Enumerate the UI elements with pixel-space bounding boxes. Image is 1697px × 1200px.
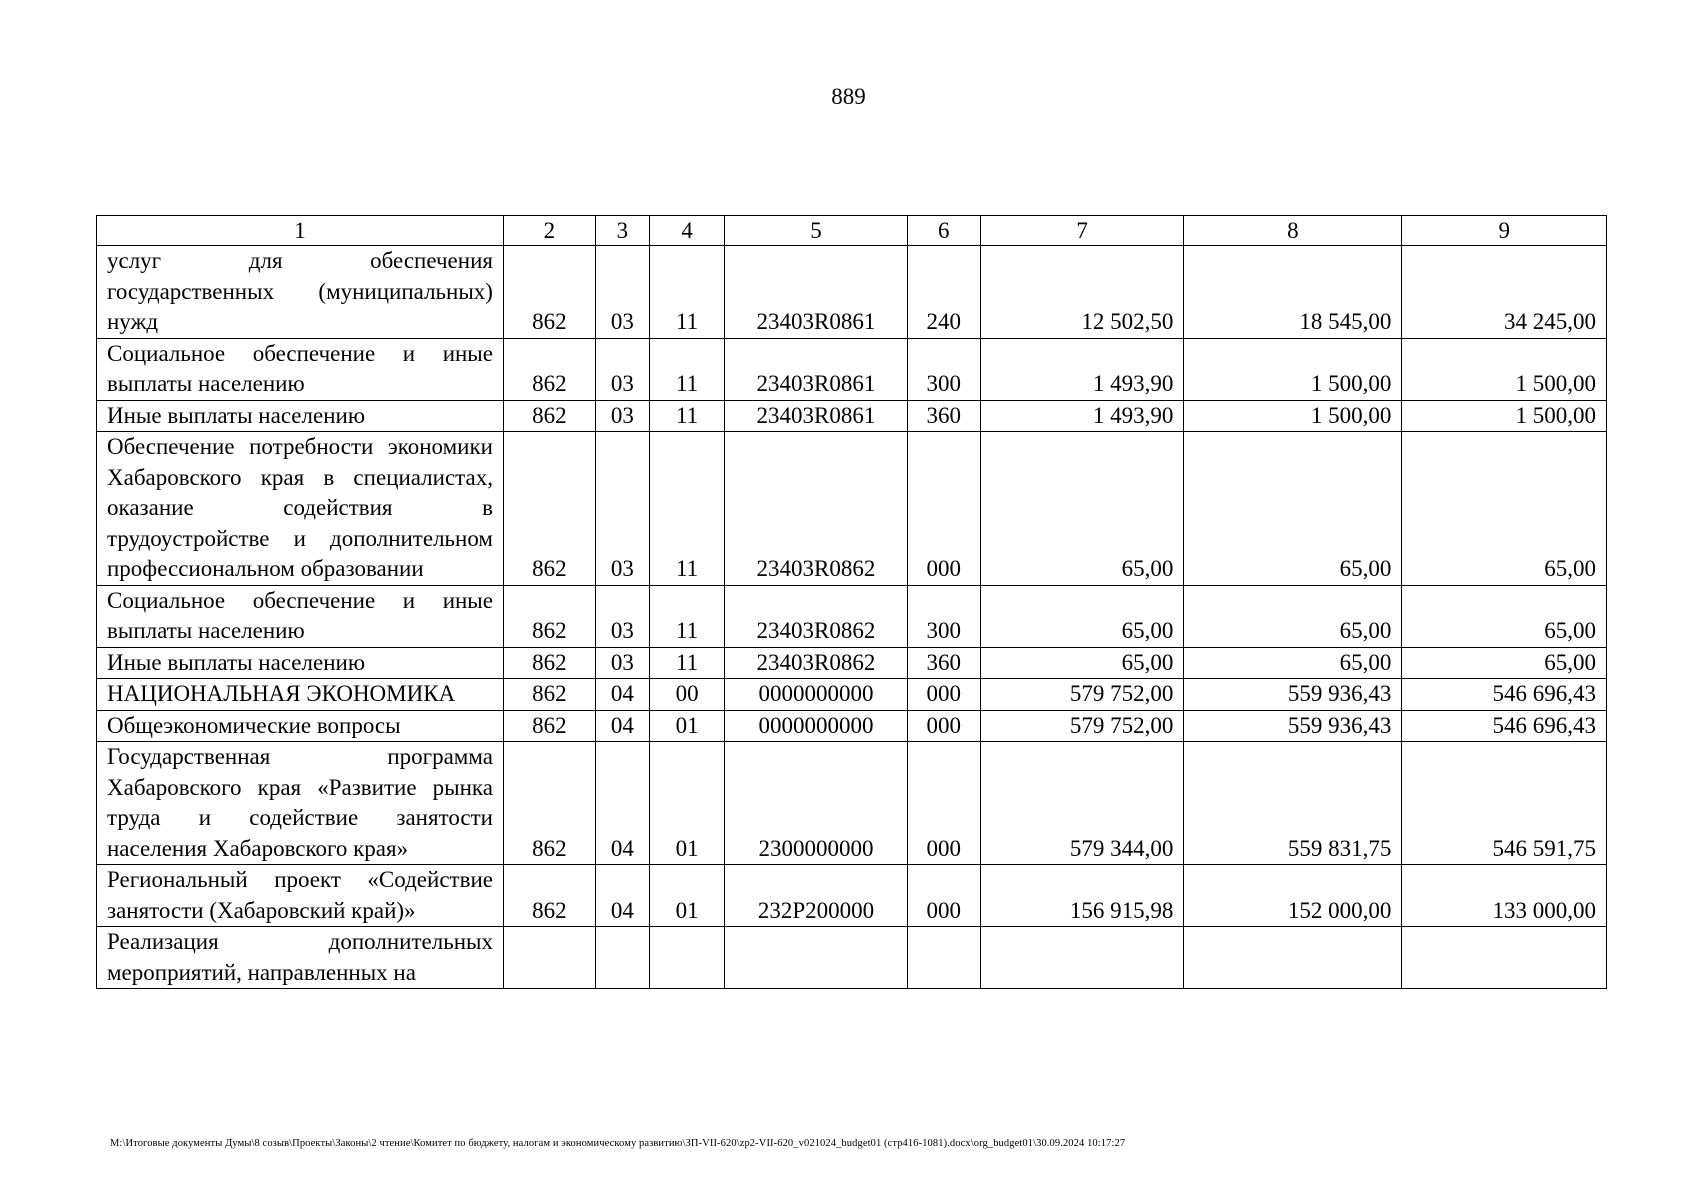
cell-amount-9: 34 245,00 — [1402, 246, 1607, 339]
cell-subsection: 11 — [650, 246, 725, 339]
cell-ministry: 862 — [503, 742, 595, 865]
table-row — [97, 647, 1607, 679]
cell-target-article: 23403R0862 — [725, 585, 908, 647]
cell-subsection: 01 — [650, 865, 725, 927]
cell-amount-7 — [980, 927, 1183, 989]
row-name: Реализация дополнительных мероприятий, направленных на — [97, 927, 504, 989]
cell-amount-7: 1 493,90 — [980, 338, 1183, 400]
column-header: 7 — [980, 216, 1183, 246]
column-header: 2 — [503, 216, 595, 246]
cell-amount-8: 65,00 — [1184, 585, 1402, 647]
cell-amount-7: 1 493,90 — [980, 400, 1183, 432]
row-name: Общеэкономические вопросы — [97, 710, 504, 742]
cell-amount-8: 65,00 — [1184, 647, 1402, 679]
cell-subsection: 11 — [650, 647, 725, 679]
cell-expense-type: 000 — [907, 865, 980, 927]
cell-subsection: 01 — [650, 742, 725, 865]
cell-expense-type: 360 — [907, 400, 980, 432]
cell-subsection — [650, 927, 725, 989]
cell-expense-type — [907, 927, 980, 989]
cell-amount-7: 579 752,00 — [980, 710, 1183, 742]
cell-section: 03 — [595, 400, 649, 432]
cell-section: 04 — [595, 742, 649, 865]
cell-ministry: 862 — [503, 585, 595, 647]
cell-expense-type: 000 — [907, 432, 980, 586]
cell-amount-9: 1 500,00 — [1402, 400, 1607, 432]
table-header-row — [97, 216, 1607, 246]
cell-target-article: 0000000000 — [725, 679, 908, 711]
column-header: 6 — [907, 216, 980, 246]
column-header: 5 — [725, 216, 908, 246]
table-row — [97, 742, 1607, 865]
cell-section: 03 — [595, 432, 649, 586]
cell-expense-type: 000 — [907, 742, 980, 865]
column-header: 3 — [595, 216, 649, 246]
cell-amount-9 — [1402, 927, 1607, 989]
cell-amount-8: 559 936,43 — [1184, 710, 1402, 742]
cell-amount-9: 65,00 — [1402, 432, 1607, 586]
cell-amount-9: 65,00 — [1402, 585, 1607, 647]
cell-ministry: 862 — [503, 338, 595, 400]
table-row — [97, 585, 1607, 647]
cell-target-article: 23403R0861 — [725, 400, 908, 432]
cell-amount-7: 65,00 — [980, 432, 1183, 586]
cell-expense-type: 000 — [907, 679, 980, 711]
table-row — [97, 710, 1607, 742]
cell-expense-type: 360 — [907, 647, 980, 679]
row-name: услуг для обеспечения государственных (муниципальных) нужд — [97, 246, 504, 339]
document-file-path: M:\Итоговые документы Думы\8 созыв\Проекты\Законы\2 чтение\Комитет по бюджету, налогам и экономическому развитию\ЗП-VII-620\zp2-VII-620_v021024_budget01 (стр416-1081).docx\org_budget01\30.09.2024 10:17:27 — [110, 1138, 1126, 1149]
table-row — [97, 679, 1607, 711]
cell-ministry: 862 — [503, 679, 595, 711]
cell-amount-9: 546 696,43 — [1402, 679, 1607, 711]
cell-amount-9: 133 000,00 — [1402, 865, 1607, 927]
cell-target-article: 23403R0861 — [725, 246, 908, 339]
budget-table — [96, 215, 1607, 989]
cell-target-article: 2300000000 — [725, 742, 908, 865]
column-header: 8 — [1184, 216, 1402, 246]
row-name: Иные выплаты населению — [97, 400, 504, 432]
cell-ministry: 862 — [503, 710, 595, 742]
cell-section: 04 — [595, 710, 649, 742]
cell-ministry: 862 — [503, 647, 595, 679]
cell-amount-7: 156 915,98 — [980, 865, 1183, 927]
cell-amount-8: 559 936,43 — [1184, 679, 1402, 711]
table-row — [97, 865, 1607, 927]
cell-section: 04 — [595, 865, 649, 927]
row-name: Иные выплаты населению — [97, 647, 504, 679]
cell-section: 03 — [595, 246, 649, 339]
table-row — [97, 400, 1607, 432]
cell-subsection: 11 — [650, 585, 725, 647]
table-row — [97, 338, 1607, 400]
cell-amount-9: 546 591,75 — [1402, 742, 1607, 865]
row-name: Обеспечение потребности экономики Хабаровского края в специалистах, оказание содействия в трудоустройстве и дополнительном профессиональном образовании — [97, 432, 504, 586]
cell-amount-8: 152 000,00 — [1184, 865, 1402, 927]
cell-target-article: 0000000000 — [725, 710, 908, 742]
row-name: Государственная программа Хабаровского края «Развитие рынка труда и содействие занятости населения Хабаровского края» — [97, 742, 504, 865]
cell-subsection: 11 — [650, 400, 725, 432]
cell-amount-7: 12 502,50 — [980, 246, 1183, 339]
cell-section: 03 — [595, 338, 649, 400]
cell-amount-8: 65,00 — [1184, 432, 1402, 586]
cell-target-article: 23403R0862 — [725, 432, 908, 586]
cell-amount-8: 1 500,00 — [1184, 400, 1402, 432]
table-row — [97, 927, 1607, 989]
cell-subsection: 11 — [650, 432, 725, 586]
row-name: Социальное обеспечение и иные выплаты населению — [97, 338, 504, 400]
cell-section: 03 — [595, 585, 649, 647]
row-name: Региональный проект «Содействие занятости (Хабаровский край)» — [97, 865, 504, 927]
cell-ministry: 862 — [503, 432, 595, 586]
cell-amount-8: 559 831,75 — [1184, 742, 1402, 865]
cell-ministry — [503, 927, 595, 989]
cell-amount-7: 65,00 — [980, 647, 1183, 679]
cell-amount-8: 1 500,00 — [1184, 338, 1402, 400]
column-header: 1 — [97, 216, 504, 246]
cell-expense-type: 300 — [907, 585, 980, 647]
cell-expense-type: 300 — [907, 338, 980, 400]
cell-target-article: 23403R0861 — [725, 338, 908, 400]
cell-subsection: 01 — [650, 710, 725, 742]
cell-subsection: 00 — [650, 679, 725, 711]
cell-ministry: 862 — [503, 400, 595, 432]
cell-ministry: 862 — [503, 246, 595, 339]
cell-amount-9: 546 696,43 — [1402, 710, 1607, 742]
row-name: НАЦИОНАЛЬНАЯ ЭКОНОМИКА — [97, 679, 504, 711]
cell-target-article — [725, 927, 908, 989]
cell-target-article: 232Р200000 — [725, 865, 908, 927]
cell-expense-type: 000 — [907, 710, 980, 742]
cell-amount-9: 65,00 — [1402, 647, 1607, 679]
page-number: 889 — [831, 84, 866, 109]
cell-amount-7: 579 752,00 — [980, 679, 1183, 711]
cell-subsection: 11 — [650, 338, 725, 400]
column-header: 9 — [1402, 216, 1607, 246]
cell-section: 04 — [595, 679, 649, 711]
row-name: Социальное обеспечение и иные выплаты населению — [97, 585, 504, 647]
cell-target-article: 23403R0862 — [725, 647, 908, 679]
cell-amount-7: 65,00 — [980, 585, 1183, 647]
cell-amount-9: 1 500,00 — [1402, 338, 1607, 400]
cell-section — [595, 927, 649, 989]
cell-section: 03 — [595, 647, 649, 679]
cell-amount-7: 579 344,00 — [980, 742, 1183, 865]
column-header: 4 — [650, 216, 725, 246]
cell-expense-type: 240 — [907, 246, 980, 339]
cell-ministry: 862 — [503, 865, 595, 927]
table-row — [97, 246, 1607, 339]
cell-amount-8: 18 545,00 — [1184, 246, 1402, 339]
cell-amount-8 — [1184, 927, 1402, 989]
table-row — [97, 432, 1607, 586]
